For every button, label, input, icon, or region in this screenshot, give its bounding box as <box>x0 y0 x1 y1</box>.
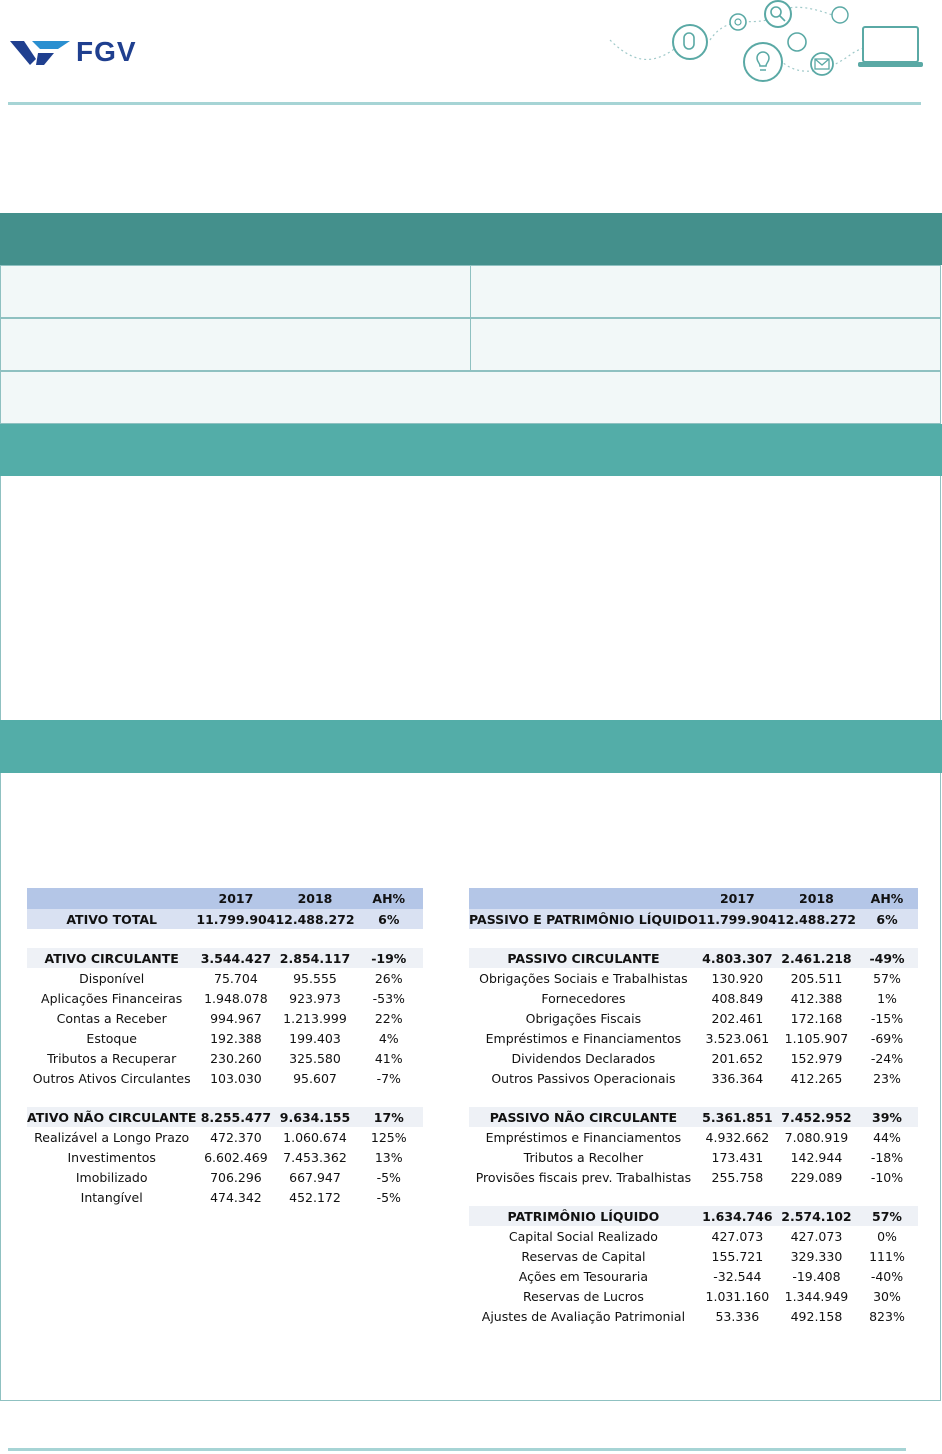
row-2018: 229.089 <box>790 1169 843 1185</box>
row-2018: 7.452.952 <box>777 1107 856 1127</box>
row-2018: 142.944 <box>790 1149 843 1165</box>
row-label: Capital Social Realizado <box>508 1228 658 1244</box>
row-2017: 474.342 <box>210 1189 262 1205</box>
row-ah: -10% <box>870 1169 904 1185</box>
table-row <box>27 1008 423 1028</box>
row-2018: 329.330 <box>790 1248 843 1264</box>
table-row <box>27 968 423 988</box>
tech-illustration-icon <box>600 0 930 95</box>
row-label: PATRIMÔNIO LÍQUIDO <box>469 1206 698 1226</box>
row-label: Empréstimos e Financiamentos <box>485 1030 682 1046</box>
table-row <box>469 909 918 929</box>
table-row <box>469 1068 918 1088</box>
table-row <box>469 1008 918 1028</box>
table-row <box>27 1127 423 1147</box>
row-2017: 8.255.477 <box>196 1107 275 1127</box>
table-row <box>469 1107 918 1127</box>
row-2017: 1.948.078 <box>204 990 268 1006</box>
row-2017: 3.544.427 <box>196 948 275 968</box>
row-ah: 0% <box>877 1228 897 1244</box>
row-2017: 6.602.469 <box>204 1149 268 1165</box>
row-2018: 412.388 <box>790 990 843 1006</box>
table-row <box>469 968 918 988</box>
row-ah: -49% <box>856 948 918 968</box>
row-label: Empréstimos e Financiamentos <box>485 1129 682 1145</box>
fgv-logo-mark-icon <box>10 37 74 67</box>
row-2018: 452.172 <box>289 1189 341 1205</box>
table-row <box>469 1167 918 1187</box>
row-2018: 427.073 <box>790 1228 843 1244</box>
row-2018: 412.265 <box>790 1070 843 1086</box>
row-ah: -53% <box>372 990 405 1006</box>
table-row <box>469 1127 918 1147</box>
row-ah: -40% <box>870 1268 904 1284</box>
row-2017: 192.388 <box>210 1030 262 1046</box>
row-2017: 994.967 <box>210 1010 262 1026</box>
row-ah: 6% <box>355 909 423 929</box>
table-row <box>27 948 423 968</box>
row-2018: 205.511 <box>790 970 843 986</box>
header-2018: 2018 <box>275 888 354 909</box>
row-ah: -18% <box>870 1149 904 1165</box>
header-label-cell <box>27 888 196 909</box>
row-ah: 4% <box>378 1030 399 1046</box>
row-label: ATIVO TOTAL <box>27 909 196 929</box>
row-label: Contas a Receber <box>56 1010 167 1026</box>
row-2017: 3.523.061 <box>705 1030 770 1046</box>
row-2018: 2.574.102 <box>777 1206 856 1226</box>
fgv-logo[interactable] <box>10 36 137 68</box>
row-ah: -7% <box>376 1070 401 1086</box>
table-header-row <box>469 888 918 909</box>
footer-divider <box>8 1448 906 1451</box>
row-2017: 130.920 <box>711 970 764 986</box>
row-label: Provisões fiscais prev. Trabalhistas <box>475 1169 692 1185</box>
row-ah: -5% <box>376 1189 401 1205</box>
header-divider <box>8 102 921 105</box>
table-row <box>27 1107 423 1127</box>
row-2017: 11.799.904 <box>698 909 777 929</box>
row-label: ATIVO NÃO CIRCULANTE <box>27 1107 196 1127</box>
row-2018: 1.344.949 <box>784 1288 849 1304</box>
row-label: Investimentos <box>67 1149 156 1165</box>
row-label: Tributos a Recolher <box>523 1149 644 1165</box>
spacer-row <box>469 1187 918 1206</box>
row-ah: 125% <box>370 1129 407 1145</box>
section-band-2 <box>0 720 942 773</box>
row-label: Disponível <box>79 970 145 986</box>
row-2017: -32.544 <box>713 1268 762 1284</box>
table-row <box>27 1028 423 1048</box>
row-label: Dividendos Declarados <box>511 1050 656 1066</box>
row-2018: 7.080.919 <box>784 1129 849 1145</box>
header-label-cell <box>469 888 698 909</box>
spacer-row <box>27 929 423 948</box>
row-ah: 41% <box>374 1050 403 1066</box>
table-row <box>469 1266 918 1286</box>
table-row <box>27 1048 423 1068</box>
row-2017: 1.031.160 <box>705 1288 770 1304</box>
header-ah: AH% <box>355 888 423 909</box>
header-2017: 2017 <box>196 888 275 909</box>
row-2018: 325.580 <box>289 1050 341 1066</box>
row-ah: 30% <box>873 1288 901 1304</box>
table-row <box>469 1286 918 1306</box>
row-2017: 53.336 <box>715 1308 760 1324</box>
row-ah: 44% <box>873 1129 901 1145</box>
row-ah: -15% <box>870 1010 904 1026</box>
spacer-row <box>469 1088 918 1107</box>
row-2017: 472.370 <box>210 1129 262 1145</box>
row-2017: 173.431 <box>711 1149 764 1165</box>
table-row <box>469 1206 918 1226</box>
row-2017: 706.296 <box>210 1169 262 1185</box>
row-ah: 22% <box>374 1010 403 1026</box>
section-panel-1 <box>0 476 941 720</box>
row-label: Intangível <box>80 1189 143 1205</box>
spacer-row <box>27 1088 423 1107</box>
row-2017: 4.803.307 <box>698 948 777 968</box>
row-label: Outros Passivos Operacionais <box>491 1070 676 1086</box>
table-row <box>469 948 918 968</box>
row-2017: 202.461 <box>711 1010 764 1026</box>
row-2017: 255.758 <box>711 1169 764 1185</box>
table-row <box>469 1028 918 1048</box>
row-label: PASSIVO CIRCULANTE <box>469 948 698 968</box>
row-2017: 427.073 <box>711 1228 764 1244</box>
row-2018: 95.607 <box>293 1070 337 1086</box>
row-2018: 7.453.362 <box>283 1149 347 1165</box>
row-label: PASSIVO E PATRIMÔNIO LÍQUIDO <box>469 909 698 929</box>
table-row <box>469 1306 918 1326</box>
row-label: Ações em Tesouraria <box>518 1268 649 1284</box>
brand-name: FGV <box>76 36 137 67</box>
row-2018: -19.408 <box>792 1268 841 1284</box>
row-2018: 199.403 <box>289 1030 341 1046</box>
row-2017: 5.361.851 <box>698 1107 777 1127</box>
table-row <box>469 1147 918 1167</box>
row-label: PASSIVO NÃO CIRCULANTE <box>469 1107 698 1127</box>
row-ah: -24% <box>870 1050 904 1066</box>
row-2018: 9.634.155 <box>275 1107 354 1127</box>
row-2017: 230.260 <box>210 1050 262 1066</box>
row-2018: 1.213.999 <box>283 1010 347 1026</box>
info-row-3 <box>0 371 941 424</box>
section-band-1 <box>0 424 942 476</box>
row-2017: 75.704 <box>214 970 258 986</box>
column-divider <box>470 265 471 371</box>
row-label: Imobilizado <box>75 1169 148 1185</box>
row-ah: 57% <box>873 970 901 986</box>
row-ah: -69% <box>870 1030 904 1046</box>
row-2017: 155.721 <box>711 1248 764 1264</box>
row-ah: 6% <box>856 909 918 929</box>
row-2018: 1.060.674 <box>283 1129 347 1145</box>
table-row <box>469 1226 918 1246</box>
row-2018: 95.555 <box>293 970 337 986</box>
table-row <box>27 1167 423 1187</box>
row-label: Estoque <box>86 1030 137 1046</box>
row-label: Realizável a Longo Prazo <box>34 1129 190 1145</box>
row-ah: -19% <box>355 948 423 968</box>
row-label: Obrigações Sociais e Trabalhistas <box>479 970 688 986</box>
row-2017: 103.030 <box>210 1070 262 1086</box>
row-label: Fornecedores <box>541 990 626 1006</box>
row-ah: 111% <box>869 1248 905 1264</box>
row-ah: 1% <box>877 990 897 1006</box>
row-2018: 2.461.218 <box>777 948 856 968</box>
table-header-row <box>27 888 423 909</box>
asset-table <box>27 888 423 1207</box>
row-2017: 4.932.662 <box>705 1129 770 1145</box>
header-2018: 2018 <box>777 888 856 909</box>
row-2018: 152.979 <box>790 1050 843 1066</box>
row-ah: 13% <box>374 1149 403 1165</box>
table-row <box>469 1048 918 1068</box>
row-ah: 39% <box>856 1107 918 1127</box>
row-2017: 408.849 <box>711 990 764 1006</box>
table-row <box>27 1147 423 1167</box>
table-row <box>469 1246 918 1266</box>
row-label: Obrigações Fiscais <box>525 1010 642 1026</box>
header-2017: 2017 <box>698 888 777 909</box>
row-2018: 12.488.272 <box>275 909 354 929</box>
spacer-row <box>469 929 918 948</box>
row-2018: 492.158 <box>790 1308 843 1324</box>
row-2018: 12.488.272 <box>777 909 856 929</box>
row-ah: 823% <box>869 1308 905 1324</box>
table-row <box>27 988 423 1008</box>
row-2018: 2.854.117 <box>275 948 354 968</box>
table-row <box>27 1068 423 1088</box>
row-ah: 26% <box>374 970 403 986</box>
row-label: Outros Ativos Circulantes <box>32 1070 191 1086</box>
row-2017: 1.634.746 <box>698 1206 777 1226</box>
row-ah: 57% <box>856 1206 918 1226</box>
row-ah: 23% <box>873 1070 901 1086</box>
table-row <box>27 909 423 929</box>
row-label: Reservas de Lucros <box>522 1288 644 1304</box>
page-header <box>0 0 942 110</box>
liability-table <box>469 888 918 1326</box>
row-ah: 17% <box>355 1107 423 1127</box>
row-2018: 923.973 <box>289 990 341 1006</box>
table-row <box>469 988 918 1008</box>
row-2018: 172.168 <box>790 1010 843 1026</box>
row-label: Tributos a Recuperar <box>47 1050 177 1066</box>
row-2017: 11.799.904 <box>196 909 275 929</box>
row-label: Ajustes de Avaliação Patrimonial <box>481 1308 686 1324</box>
row-2017: 201.652 <box>711 1050 764 1066</box>
row-2017: 336.364 <box>711 1070 764 1086</box>
row-ah: -5% <box>376 1169 401 1185</box>
row-label: Reservas de Capital <box>521 1248 646 1264</box>
table-row <box>27 1187 423 1207</box>
row-label: ATIVO CIRCULANTE <box>27 948 196 968</box>
row-2018: 1.105.907 <box>784 1030 849 1046</box>
row-2018: 667.947 <box>289 1169 341 1185</box>
title-band <box>0 213 942 265</box>
header-ah: AH% <box>856 888 918 909</box>
row-label: Aplicações Financeiras <box>41 990 183 1006</box>
